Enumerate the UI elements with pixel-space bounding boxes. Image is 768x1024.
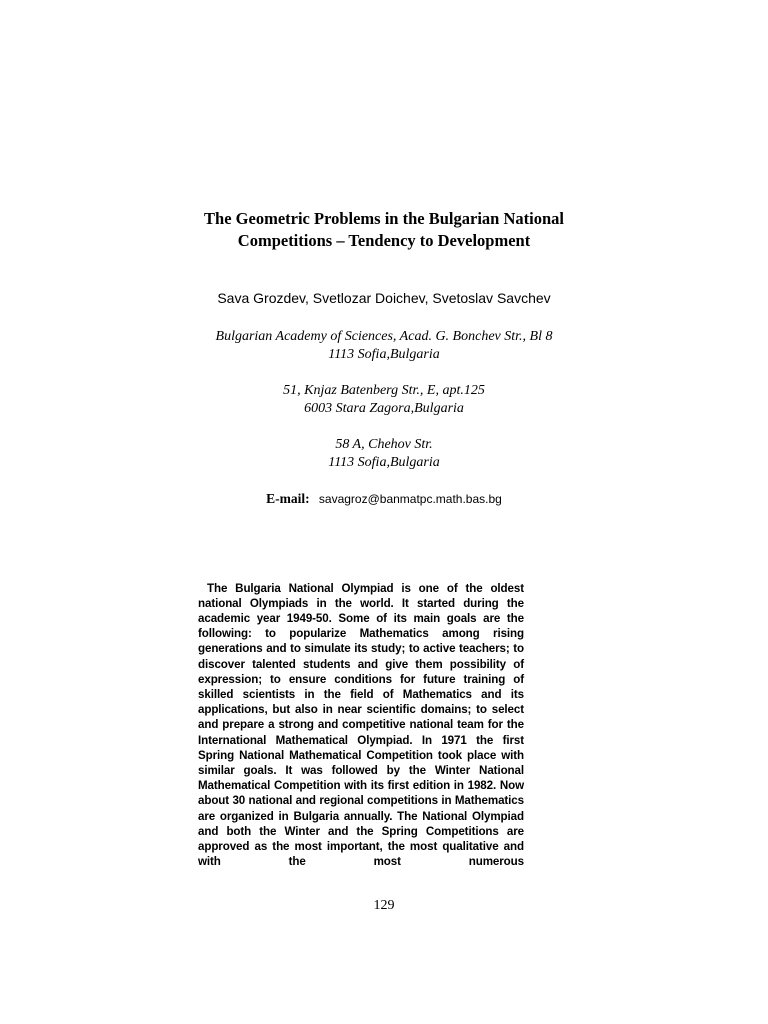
affiliation-2 <box>134 382 634 418</box>
email-label: E-mail: <box>266 491 310 506</box>
page-number: 129 <box>373 898 395 913</box>
paper-title-line-2: Competitions – Tendency to Development <box>237 231 531 250</box>
affiliation-3 <box>134 436 634 472</box>
affiliation-2-line-2: 6003 Stara Zagora,Bulgaria <box>304 401 464 416</box>
affiliation-1 <box>134 328 634 364</box>
author-list: Sava Grozdev, Svetlozar Doichev, Svetoslav Savchev <box>217 290 551 306</box>
paper-title-line-1: The Geometric Problems in the Bulgarian National <box>204 209 564 228</box>
affiliation-2-line-1: 51, Knjaz Batenberg Str., E, apt.125 <box>283 383 485 398</box>
paper-title <box>134 208 634 252</box>
affiliation-3-line-2: 1113 Sofia,Bulgaria <box>328 455 440 470</box>
contact-email <box>134 490 634 508</box>
email-address: savagroz@banmatpc.math.bas.bg <box>318 492 502 506</box>
affiliation-3-line-1: 58 A, Chehov Str. <box>335 437 433 452</box>
affiliation-1-line-1: Bulgarian Academy of Sciences, Acad. G. Bonchev Str., Bl 8 <box>215 329 553 344</box>
abstract-paragraph: The Bulgaria National Olympiad is one of the oldest national Olympiads in the world. It started during the academic year 1949-50. Some of its main goals are the following: to popularize Mathematics among rising generations and to simulate its study; to active teachers; to discover talented students and give them possibility of expression; to ensure conditions for future training of skilled scientists in the field of Mathematics and its applications, but also in near scientific domains; to select and prepare a strong and competitive national team for the International Mathematical Olympiad. In 1971 the first Spring National Mathematical Competition took place with similar goals. It was followed by the Winter National Mathematical Competition with its first edition in 1982. Now about 30 national and regional competitions in Mathematics are organized in Bulgaria annually. The National Olympiad and both the Winter and the Spring Competitions are approved as the most important, the most qualitative and with the most numerous <box>198 581 524 869</box>
affiliation-1-line-2: 1113 Sofia,Bulgaria <box>328 347 440 362</box>
